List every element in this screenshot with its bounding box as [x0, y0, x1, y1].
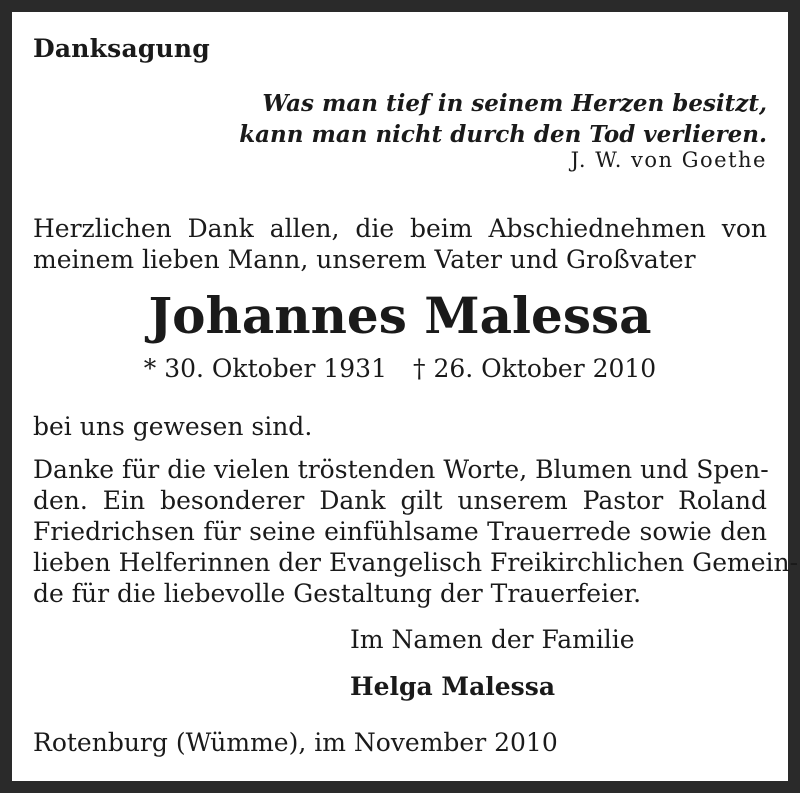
intro-line-1: Herzlichen Dank allen, die beim Abschiednehmen von: [33, 214, 767, 243]
thanks-line-1: Danke für die vielen tröstenden Worte, Blumen und Spen-: [33, 455, 769, 484]
thanks-line-3: Friedrichsen für seine einfühlsame Trauerrede sowie den: [33, 517, 767, 546]
goethe-quote: [239, 88, 767, 150]
intro-paragraph: [33, 213, 767, 275]
quote-author: J. W. von Goethe: [570, 148, 767, 172]
quote-line-1: Was man tief in seinem Herzen besitzt,: [262, 90, 767, 117]
signature-label: Im Namen der Familie: [350, 625, 635, 654]
closing-intro-text: bei uns gewesen sind.: [33, 412, 313, 441]
notice-heading: Danksagung: [33, 34, 210, 63]
death-date: † 26. Oktober 2010: [413, 354, 657, 383]
obituary-notice: [12, 12, 799, 781]
thanks-line-4: lieben Helferinnen der Evangelisch Freikirchlichen Gemein-: [33, 548, 799, 577]
thanks-paragraph: [33, 454, 799, 609]
deceased-name: Johannes Malessa: [148, 286, 652, 345]
thanks-line-5: de für die liebevolle Gestaltung der Trauerfeier.: [33, 579, 642, 608]
intro-line-2: meinem lieben Mann, unserem Vater und Großvater: [33, 245, 696, 274]
thanks-line-2: den. Ein besonderer Dank gilt unserem Pastor Roland: [33, 486, 767, 515]
closing-intro: [33, 411, 767, 442]
signature-name: Helga Malessa: [350, 672, 556, 701]
life-dates: [12, 354, 788, 383]
quote-line-2: kann man nicht durch den Tod verlieren.: [239, 121, 767, 148]
place-and-date: Rotenburg (Wümme), im November 2010: [33, 728, 558, 757]
birth-date: * 30. Oktober 1931: [143, 354, 387, 383]
